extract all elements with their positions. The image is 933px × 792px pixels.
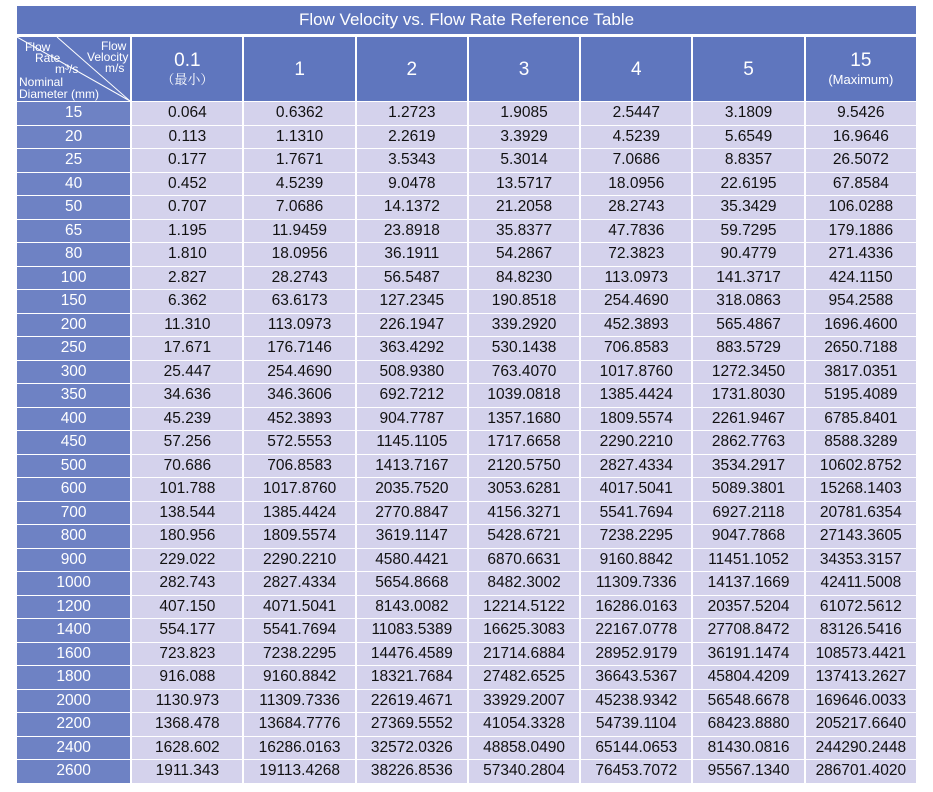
flow-rate-cell: 0.452 — [132, 173, 242, 196]
flow-rate-cell: 7238.2295 — [244, 643, 354, 666]
flow-rate-cell: 0.177 — [132, 149, 242, 172]
flow-rate-cell: 2650.7188 — [806, 337, 916, 360]
flow-rate-cell: 8588.3289 — [806, 431, 916, 454]
flow-rate-cell: 318.0863 — [693, 290, 803, 313]
flow-rate-cell: 9160.8842 — [581, 549, 691, 572]
flow-rate-cell: 271.4336 — [806, 243, 916, 266]
flow-rate-cell: 72.3823 — [581, 243, 691, 266]
flow-rate-cell: 8143.0082 — [357, 596, 467, 619]
flow-rate-cell: 20357.5204 — [693, 596, 803, 619]
flow-rate-cell: 530.1438 — [469, 337, 579, 360]
flow-rate-cell: 38226.8536 — [357, 760, 467, 783]
flow-rate-cell: 35.8377 — [469, 220, 579, 243]
velocity-header-4: 4 — [581, 37, 691, 101]
flow-rate-cell: 18.0956 — [581, 173, 691, 196]
flow-rate-cell: 565.4867 — [693, 314, 803, 337]
velocity-header-0: 0.1 （最小） — [132, 37, 242, 101]
flow-rate-cell: 2035.7520 — [357, 478, 467, 501]
velocity-header-3: 3 — [469, 37, 579, 101]
flow-rate-cell: 1017.8760 — [581, 361, 691, 384]
diameter-cell: 100 — [17, 267, 130, 290]
table-row — [17, 102, 916, 125]
corner-header — [17, 37, 130, 101]
flow-rate-cell: 205217.6640 — [806, 713, 916, 736]
flow-rate-cell: 5.6549 — [693, 126, 803, 149]
diameter-cell: 600 — [17, 478, 130, 501]
flow-rate-cell: 254.4690 — [244, 361, 354, 384]
flow-rate-cell: 141.3717 — [693, 267, 803, 290]
diameter-cell: 50 — [17, 196, 130, 219]
flow-rate-cell: 9160.8842 — [244, 666, 354, 689]
flow-rate-cell: 1130.973 — [132, 690, 242, 713]
flow-rate-cell: 1039.0818 — [469, 384, 579, 407]
flow-rate-cell: 3534.2917 — [693, 455, 803, 478]
flow-rate-cell: 883.5729 — [693, 337, 803, 360]
flow-rate-cell: 7.0686 — [244, 196, 354, 219]
table-row — [17, 431, 916, 454]
flow-rate-cell: 33929.2007 — [469, 690, 579, 713]
diameter-cell: 300 — [17, 361, 130, 384]
table-row — [17, 643, 916, 666]
diameter-cell: 2400 — [17, 737, 130, 760]
flow-rate-cell: 3.5343 — [357, 149, 467, 172]
table-title: Flow Velocity vs. Flow Rate Reference Table — [17, 6, 916, 34]
flow-rate-cell: 1357.1680 — [469, 408, 579, 431]
flow-rate-cell: 2827.4334 — [581, 455, 691, 478]
diameter-cell: 250 — [17, 337, 130, 360]
flow-rate-cell: 54739.1104 — [581, 713, 691, 736]
flow-rate-cell: 11083.5389 — [357, 619, 467, 642]
flow-rate-cell: 32572.0326 — [357, 737, 467, 760]
velocity-header-2: 2 — [357, 37, 467, 101]
diameter-cell: 2200 — [17, 713, 130, 736]
corner-flow-rate-unit: m³/s — [55, 62, 79, 76]
flow-rate-cell: 113.0973 — [244, 314, 354, 337]
flow-rate-cell: 9.5426 — [806, 102, 916, 125]
flow-rate-cell: 1385.4424 — [244, 502, 354, 525]
velocity-header-1: 1 — [244, 37, 354, 101]
flow-rate-cell: 23.8918 — [357, 220, 467, 243]
table-row — [17, 713, 916, 736]
velocity-header-6: 15 (Maximum) — [806, 37, 916, 101]
flow-rate-cell: 0.064 — [132, 102, 242, 125]
flow-rate-cell: 65144.0653 — [581, 737, 691, 760]
flow-rate-cell: 6927.2118 — [693, 502, 803, 525]
flow-rate-cell: 2862.7763 — [693, 431, 803, 454]
flow-rate-cell: 282.743 — [132, 572, 242, 595]
flow-rate-cell: 9047.7868 — [693, 525, 803, 548]
flow-rate-cell: 0.113 — [132, 126, 242, 149]
flow-rate-cell: 3053.6281 — [469, 478, 579, 501]
diameter-cell: 450 — [17, 431, 130, 454]
flow-rate-cell: 452.3893 — [581, 314, 691, 337]
flow-rate-cell: 6.362 — [132, 290, 242, 313]
flow-rate-cell: 5654.8668 — [357, 572, 467, 595]
flow-rate-cell: 106.0288 — [806, 196, 916, 219]
flow-rate-cell: 28.2743 — [244, 267, 354, 290]
flow-rate-cell: 101.788 — [132, 478, 242, 501]
flow-rate-cell: 286701.4020 — [806, 760, 916, 783]
table-row — [17, 478, 916, 501]
flow-rate-cell: 18.0956 — [244, 243, 354, 266]
flow-rate-cell: 25.447 — [132, 361, 242, 384]
flow-table — [15, 36, 918, 784]
table-row — [17, 666, 916, 689]
flow-rate-cell: 5089.3801 — [693, 478, 803, 501]
flow-rate-cell: 554.177 — [132, 619, 242, 642]
flow-rate-cell: 339.2920 — [469, 314, 579, 337]
flow-rate-cell: 1145.1105 — [357, 431, 467, 454]
flow-rate-cell: 22167.0778 — [581, 619, 691, 642]
flow-rate-cell: 244290.2448 — [806, 737, 916, 760]
diameter-cell: 2000 — [17, 690, 130, 713]
flow-rate-cell: 7238.2295 — [581, 525, 691, 548]
flow-rate-cell: 1385.4424 — [581, 384, 691, 407]
flow-rate-cell: 1.810 — [132, 243, 242, 266]
flow-rate-cell: 45238.9342 — [581, 690, 691, 713]
flow-rate-cell: 21.2058 — [469, 196, 579, 219]
table-row — [17, 737, 916, 760]
diameter-cell: 1800 — [17, 666, 130, 689]
diameter-cell: 150 — [17, 290, 130, 313]
flow-rate-cell: 28.2743 — [581, 196, 691, 219]
flow-rate-cell: 1.2723 — [357, 102, 467, 125]
flow-rate-cell: 15268.1403 — [806, 478, 916, 501]
flow-rate-cell: 2.827 — [132, 267, 242, 290]
flow-rate-cell: 2.2619 — [357, 126, 467, 149]
flow-rate-cell: 45804.4209 — [693, 666, 803, 689]
flow-rate-cell: 81430.0816 — [693, 737, 803, 760]
flow-rate-cell: 14476.4589 — [357, 643, 467, 666]
flow-rate-cell: 36.1911 — [357, 243, 467, 266]
corner-velocity-unit: m/s — [105, 61, 125, 75]
flow-rate-cell: 572.5553 — [244, 431, 354, 454]
flow-rate-cell: 4156.3271 — [469, 502, 579, 525]
flow-rate-cell: 68423.8880 — [693, 713, 803, 736]
flow-rate-cell: 2120.5750 — [469, 455, 579, 478]
flow-rate-cell: 8482.3002 — [469, 572, 579, 595]
flow-rate-cell: 56548.6678 — [693, 690, 803, 713]
diameter-cell: 1600 — [17, 643, 130, 666]
flow-rate-cell: 59.7295 — [693, 220, 803, 243]
flow-rate-cell: 27708.8472 — [693, 619, 803, 642]
flow-rate-cell: 54.2867 — [469, 243, 579, 266]
flow-rate-cell: 4071.5041 — [244, 596, 354, 619]
flow-rate-cell: 41054.3328 — [469, 713, 579, 736]
flow-rate-cell: 11309.7336 — [244, 690, 354, 713]
flow-rate-cell: 1.9085 — [469, 102, 579, 125]
flow-rate-cell: 113.0973 — [581, 267, 691, 290]
reference-table-container — [17, 6, 916, 784]
flow-rate-cell: 9.0478 — [357, 173, 467, 196]
table-row — [17, 290, 916, 313]
table-row — [17, 243, 916, 266]
flow-rate-cell: 13.5717 — [469, 173, 579, 196]
flow-rate-cell: 363.4292 — [357, 337, 467, 360]
diameter-cell: 800 — [17, 525, 130, 548]
flow-rate-cell: 4.5239 — [244, 173, 354, 196]
table-row — [17, 619, 916, 642]
flow-rate-cell: 180.956 — [132, 525, 242, 548]
flow-rate-cell: 190.8518 — [469, 290, 579, 313]
flow-rate-cell: 76453.7072 — [581, 760, 691, 783]
flow-rate-cell: 706.8583 — [581, 337, 691, 360]
flow-rate-cell: 254.4690 — [581, 290, 691, 313]
diameter-cell: 20 — [17, 126, 130, 149]
flow-rate-cell: 27143.3605 — [806, 525, 916, 548]
diameter-cell: 80 — [17, 243, 130, 266]
flow-rate-cell: 63.6173 — [244, 290, 354, 313]
flow-rate-cell: 36643.5367 — [581, 666, 691, 689]
diameter-cell: 65 — [17, 220, 130, 243]
flow-rate-cell: 16286.0163 — [244, 737, 354, 760]
flow-rate-cell: 4.5239 — [581, 126, 691, 149]
flow-rate-cell: 1.7671 — [244, 149, 354, 172]
flow-rate-cell: 407.150 — [132, 596, 242, 619]
flow-rate-cell: 1731.8030 — [693, 384, 803, 407]
flow-rate-cell: 176.7146 — [244, 337, 354, 360]
corner-velocity-label: Velocity — [87, 50, 129, 64]
flow-rate-cell: 21714.6884 — [469, 643, 579, 666]
flow-rate-cell: 2290.2210 — [581, 431, 691, 454]
table-row — [17, 337, 916, 360]
flow-rate-cell: 723.823 — [132, 643, 242, 666]
table-row — [17, 596, 916, 619]
table-row — [17, 361, 916, 384]
flow-rate-cell: 13684.7776 — [244, 713, 354, 736]
corner-diameter-label: Diameter (mm) — [19, 87, 99, 101]
flow-rate-cell: 35.3429 — [693, 196, 803, 219]
flow-rate-cell: 90.4779 — [693, 243, 803, 266]
table-row — [17, 149, 916, 172]
flow-rate-cell: 1628.602 — [132, 737, 242, 760]
diameter-cell: 400 — [17, 408, 130, 431]
flow-rate-cell: 22619.4671 — [357, 690, 467, 713]
flow-rate-cell: 10602.8752 — [806, 455, 916, 478]
flow-rate-cell: 2261.9467 — [693, 408, 803, 431]
corner-flow-label: Flow — [25, 40, 51, 54]
flow-rate-cell: 226.1947 — [357, 314, 467, 337]
flow-rate-cell: 83126.5416 — [806, 619, 916, 642]
flow-rate-cell: 16.9646 — [806, 126, 916, 149]
flow-rate-cell: 61072.5612 — [806, 596, 916, 619]
flow-rate-cell: 1272.3450 — [693, 361, 803, 384]
header-row — [17, 37, 916, 101]
table-row — [17, 314, 916, 337]
diameter-cell: 2600 — [17, 760, 130, 783]
flow-rate-cell: 27369.5552 — [357, 713, 467, 736]
flow-rate-cell: 706.8583 — [244, 455, 354, 478]
flow-rate-cell: 452.3893 — [244, 408, 354, 431]
flow-rate-cell: 22.6195 — [693, 173, 803, 196]
table-row — [17, 126, 916, 149]
flow-rate-cell: 11451.1052 — [693, 549, 803, 572]
flow-rate-cell: 179.1886 — [806, 220, 916, 243]
flow-rate-cell: 26.5072 — [806, 149, 916, 172]
diameter-cell: 40 — [17, 173, 130, 196]
flow-rate-cell: 5.3014 — [469, 149, 579, 172]
flow-rate-cell: 3619.1147 — [357, 525, 467, 548]
flow-rate-cell: 1017.8760 — [244, 478, 354, 501]
flow-rate-cell: 138.544 — [132, 502, 242, 525]
table-row — [17, 220, 916, 243]
flow-rate-cell: 19113.4268 — [244, 760, 354, 783]
flow-rate-cell: 36191.1474 — [693, 643, 803, 666]
flow-rate-cell: 1.195 — [132, 220, 242, 243]
flow-rate-cell: 3.1809 — [693, 102, 803, 125]
diameter-cell: 200 — [17, 314, 130, 337]
flow-rate-cell: 1809.5574 — [581, 408, 691, 431]
flow-rate-cell: 692.7212 — [357, 384, 467, 407]
table-row — [17, 760, 916, 783]
flow-rate-cell: 1809.5574 — [244, 525, 354, 548]
flow-rate-cell: 2290.2210 — [244, 549, 354, 572]
flow-rate-cell: 2.5447 — [581, 102, 691, 125]
flow-rate-cell: 508.9380 — [357, 361, 467, 384]
diameter-cell: 25 — [17, 149, 130, 172]
table-row — [17, 408, 916, 431]
corner-nominal-label: Nominal — [19, 75, 64, 89]
flow-rate-cell: 2827.4334 — [244, 572, 354, 595]
table-body — [17, 102, 916, 783]
flow-rate-cell: 1717.6658 — [469, 431, 579, 454]
table-row — [17, 267, 916, 290]
table-row — [17, 455, 916, 478]
flow-rate-cell: 904.7787 — [357, 408, 467, 431]
diameter-cell: 900 — [17, 549, 130, 572]
flow-rate-cell: 0.707 — [132, 196, 242, 219]
flow-rate-cell: 2770.8847 — [357, 502, 467, 525]
flow-rate-cell: 11.310 — [132, 314, 242, 337]
table-row — [17, 572, 916, 595]
corner-velocity-top-label: Flow — [101, 39, 127, 53]
flow-rate-cell: 12214.5122 — [469, 596, 579, 619]
flow-rate-cell: 3.3929 — [469, 126, 579, 149]
flow-rate-cell: 5541.7694 — [581, 502, 691, 525]
flow-rate-cell: 47.7836 — [581, 220, 691, 243]
flow-rate-cell: 14137.1669 — [693, 572, 803, 595]
flow-rate-cell: 18321.7684 — [357, 666, 467, 689]
flow-rate-cell: 954.2588 — [806, 290, 916, 313]
flow-rate-cell: 137413.2627 — [806, 666, 916, 689]
flow-rate-cell: 1696.4600 — [806, 314, 916, 337]
flow-rate-cell: 11.9459 — [244, 220, 354, 243]
flow-rate-cell: 5195.4089 — [806, 384, 916, 407]
flow-rate-cell: 8.8357 — [693, 149, 803, 172]
diameter-cell: 15 — [17, 102, 130, 125]
flow-rate-cell: 17.671 — [132, 337, 242, 360]
flow-rate-cell: 1413.7167 — [357, 455, 467, 478]
flow-rate-cell: 95567.1340 — [693, 760, 803, 783]
flow-rate-cell: 3817.0351 — [806, 361, 916, 384]
flow-rate-cell: 424.1150 — [806, 267, 916, 290]
flow-rate-cell: 57340.2804 — [469, 760, 579, 783]
flow-rate-cell: 56.5487 — [357, 267, 467, 290]
flow-rate-cell: 346.3606 — [244, 384, 354, 407]
flow-rate-cell: 229.022 — [132, 549, 242, 572]
flow-rate-cell: 1.1310 — [244, 126, 354, 149]
flow-rate-cell: 108573.4421 — [806, 643, 916, 666]
velocity-header-5: 5 — [693, 37, 803, 101]
flow-rate-cell: 20781.6354 — [806, 502, 916, 525]
diameter-cell: 500 — [17, 455, 130, 478]
flow-rate-cell: 48858.0490 — [469, 737, 579, 760]
flow-rate-cell: 57.256 — [132, 431, 242, 454]
flow-rate-cell: 5428.6721 — [469, 525, 579, 548]
table-row — [17, 196, 916, 219]
flow-rate-cell: 34353.3157 — [806, 549, 916, 572]
flow-rate-cell: 67.8584 — [806, 173, 916, 196]
flow-rate-cell: 5541.7694 — [244, 619, 354, 642]
flow-rate-cell: 127.2345 — [357, 290, 467, 313]
flow-rate-cell: 0.6362 — [244, 102, 354, 125]
flow-rate-cell: 4580.4421 — [357, 549, 467, 572]
flow-rate-cell: 45.239 — [132, 408, 242, 431]
flow-rate-cell: 16625.3083 — [469, 619, 579, 642]
flow-rate-cell: 1368.478 — [132, 713, 242, 736]
flow-rate-cell: 916.088 — [132, 666, 242, 689]
corner-rate-label: Rate — [35, 51, 61, 65]
flow-rate-cell: 14.1372 — [357, 196, 467, 219]
table-row — [17, 549, 916, 572]
flow-rate-cell: 70.686 — [132, 455, 242, 478]
flow-rate-cell: 28952.9179 — [581, 643, 691, 666]
flow-rate-cell: 34.636 — [132, 384, 242, 407]
flow-rate-cell: 11309.7336 — [581, 572, 691, 595]
flow-rate-cell: 1911.343 — [132, 760, 242, 783]
diameter-cell: 1000 — [17, 572, 130, 595]
table-row — [17, 525, 916, 548]
flow-rate-cell: 763.4070 — [469, 361, 579, 384]
flow-rate-cell: 16286.0163 — [581, 596, 691, 619]
flow-rate-cell: 6870.6631 — [469, 549, 579, 572]
table-row — [17, 173, 916, 196]
table-row — [17, 690, 916, 713]
flow-rate-cell: 6785.8401 — [806, 408, 916, 431]
diameter-cell: 350 — [17, 384, 130, 407]
flow-rate-cell: 42411.5008 — [806, 572, 916, 595]
table-row — [17, 384, 916, 407]
flow-rate-cell: 169646.0033 — [806, 690, 916, 713]
flow-rate-cell: 27482.6525 — [469, 666, 579, 689]
diameter-cell: 700 — [17, 502, 130, 525]
flow-rate-cell: 7.0686 — [581, 149, 691, 172]
diameter-cell: 1400 — [17, 619, 130, 642]
table-row — [17, 502, 916, 525]
flow-rate-cell: 84.8230 — [469, 267, 579, 290]
diameter-cell: 1200 — [17, 596, 130, 619]
flow-rate-cell: 4017.5041 — [581, 478, 691, 501]
